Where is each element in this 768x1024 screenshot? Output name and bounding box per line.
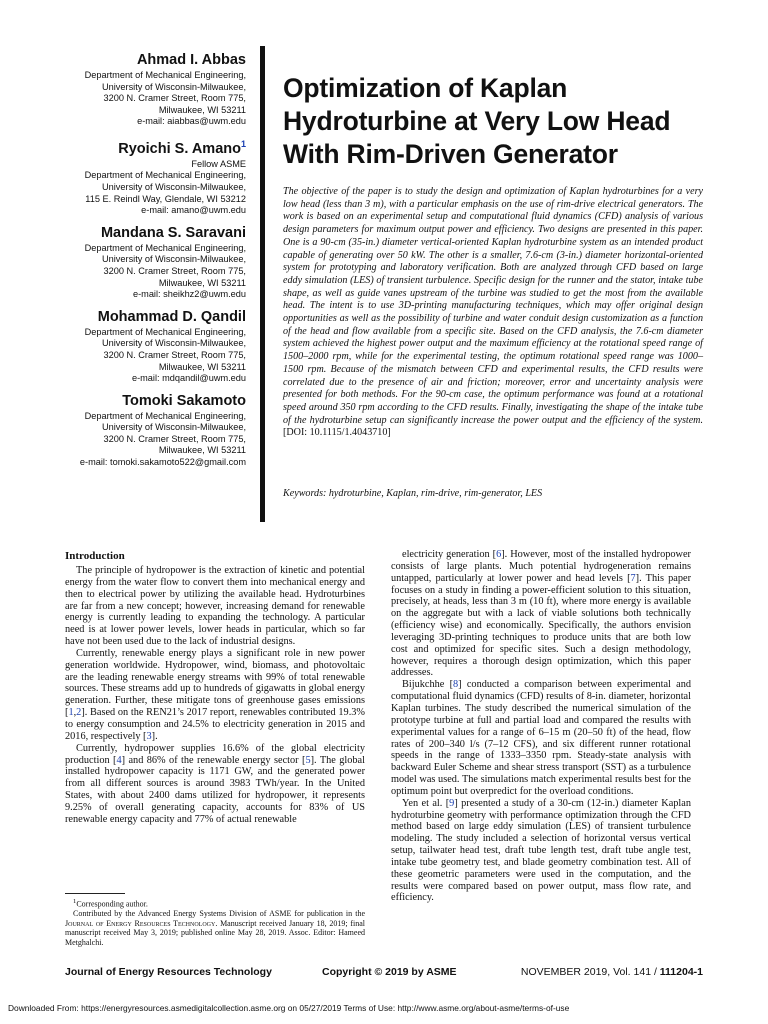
footnote-contribution [65,909,365,947]
footer-journal-name: Journal of Energy Resources Technology [65,966,272,978]
body-text: electricity generation [ [402,549,497,560]
footnote-journal-name: Journal of Energy Resources Technology [65,918,216,928]
footnote-corresponding [65,897,365,909]
title-line: Hydroturbine at Very Low Head [283,106,671,136]
author-name [60,136,246,158]
author-affiliation-line: Department of Mechanical Engineering, [84,326,246,337]
footnote [65,897,365,948]
citation-link[interactable]: 1 [68,707,74,719]
body-text: ]. Based on the REN21’s 2017 report, renewables contributed 19.3% to energy consumption and 24.5% to electricity generation in 2015 and 2016, respectively [ [65,707,365,742]
author-affiliation-line: Department of Mechanical Engineering, [84,410,246,421]
author-name [60,52,246,69]
citation-link[interactable]: 5 [305,754,311,766]
citation-link[interactable]: 4 [116,754,122,766]
body-paragraph [65,743,365,826]
body-text: Yen et al. [ [402,797,450,809]
author-affiliation-line: University of Wisconsin-Milwaukee, [102,181,246,192]
section-heading-introduction: Introduction [65,550,125,562]
abstract [283,186,703,440]
footer-page-number: 111204-1 [659,966,703,978]
body-paragraph [391,549,691,679]
footer-issue [521,966,703,979]
author-email[interactable]: e-mail: tomoki.sakamoto522@gmail.com [79,457,246,468]
author-name-text: Ryoichi S. Amano [118,140,241,157]
author-affiliation-line: Fellow ASME [191,158,246,169]
body-column-right [391,549,691,904]
citation-link[interactable]: 7 [630,572,636,584]
author-block [60,52,246,128]
author-name-text: Tomoki Sakamoto [122,392,246,409]
author-affiliation-line: Milwaukee, WI 53211 [158,277,246,288]
author-affiliation-line: 3200 N. Cramer Street, Room 775, [103,93,246,104]
citation-link[interactable]: 2 [76,707,82,719]
paper-title [283,72,703,171]
body-column-left [65,549,365,826]
author-affiliation-line: University of Wisconsin-Milwaukee, [102,422,246,433]
author-block [60,309,246,385]
author-block [60,393,246,469]
body-text: Currently, hydropower supplies 16.6% of the global electricity production [ [65,742,365,766]
body-paragraph [65,648,365,743]
download-notice: Downloaded From: https://energyresources.asmedigitalcollection.asme.org on 05/27/2019 Terms of Use: http://www.asme.org/about-asme/terms-of-use [8,1003,570,1013]
footer-issue-text: NOVEMBER 2019, Vol. 141 / [520,966,660,978]
author-email[interactable]: e-mail: sheikhz2@uwm.edu [133,289,246,300]
author-affiliation-line: University of Wisconsin-Milwaukee, [102,254,246,265]
keywords: Keywords: hydroturbine, Kaplan, rim-drive, rim-generator, LES [283,488,543,499]
footnote-marker: 1 [73,898,77,905]
author-affiliation-line: Department of Mechanical Engineering, [84,242,246,253]
author-name-text: Mohammad D. Qandil [97,308,246,325]
author-name [60,309,246,326]
author-name [60,225,246,242]
header-divider [260,46,265,522]
author-name [60,393,246,410]
author-name-text: Mandana S. Saravani [100,224,246,241]
author-affiliation-line: Department of Mechanical Engineering, [84,170,246,181]
citation-link[interactable]: 6 [496,549,502,560]
author-affiliation-line: Milwaukee, WI 53211 [158,445,246,456]
footnote-ref-marker[interactable]: 1 [240,138,246,149]
citation-link[interactable]: 9 [449,797,455,809]
author-email[interactable]: e-mail: amano@uwm.edu [141,205,246,216]
author-affiliation-line: University of Wisconsin-Milwaukee, [102,81,246,92]
author-email[interactable]: e-mail: mdqandil@uwm.edu [131,373,246,384]
author-affiliation-line: Milwaukee, WI 53211 [158,361,246,372]
body-text: ] conducted a comparison between experimental and computational fluid dynamics (CFD) results of 8-in. diameter, horizontal Kaplan turbines. The study described the numerical simulation of the prototype turbine at full and partial load and compared the results with experimental values for a range of 6–15 m (20–50 ft) of the head, flow rates of 200–340 l/s (7–12 CFS), and six different runner rotational speeds in the range of 1333–3350 rpm. Steady-state analysis with backward Euler Scheme and shear stress transport (SST) as a turbulence model was used. The simulations match experimental results best for the optimum point but overpredict for the overload conditions. [391,679,692,797]
body-text: Bijukchhe [ [402,679,454,691]
body-text: , [73,707,77,719]
doi-link[interactable]: [DOI: 10.1115/1.4043710] [283,427,391,439]
footer-copyright: Copyright © 2019 by ASME [322,966,457,978]
body-text: ]. This paper focuses on a study in finding a power-efficient solution to this situation, precisely, at heads, less than 3 m (10 ft), where more energy is available on the aggregate but with a lack of viable solutions both technically (efficiency wise) and economically. Specifically, the authors envision leveraging 3D-printing techniques to produce units that are both low cost and optimized for specific sites. Such a design methodology, however, requires a thorough design optimization, which this paper addresses. [391,572,692,679]
author-affiliation-line: 3200 N. Cramer Street, Room 775, [103,433,246,444]
body-text: ] presented a study of a 30-cm (12-in.) diameter Kaplan hydroturbine geometry with performance optimization through the CFD method based on large eddy simulation (LES) of transient turbulence modeling. The study included a selection of horizontal versus vertical setup, tailwater head test, draft tube length test, draft tube angle test, intake tube geometry test, and blade geometry combination test. All of these geometric parameters were used in the computation, and the results were compared based on power output, mass flow rate, and efficiency. [391,797,691,904]
body-text: ]. The global installed hydropower capacity is 1171 GW, and the generated power from all different sources is around 3983 TWh/year. In the United States, with about 2400 dams utilized for hydropower, it represents 9.25% of overall generating capacity, accounts for 83% of US renewable energy capacity and 77% of actual renewable [65,754,365,825]
footnote-corresponding-text: Corresponding author. [76,899,148,909]
author-affiliation-line: Department of Mechanical Engineering, [84,70,246,80]
author-affiliation-line: 115 E. Reindl Way, Glendale, WI 53212 [85,193,246,204]
body-text: ] and 86% of the renewable energy sector [ [121,754,306,766]
author-email[interactable]: e-mail: aiabbas@uwm.edu [137,116,246,127]
title-line: Optimization of Kaplan [283,73,568,103]
citation-link[interactable]: 3 [146,730,152,742]
abstract-text: The objective of the paper is to study the design and optimization of Kaplan hydroturbines for a very low head (less than 3 m), with a particular emphasis on the use of rim-drive electrical generators. The work is based on an experimental setup and computational fluid dynamics (CFD) analysis of various design parameters for maximum output power and efficiency. Two designs are presented in this paper. One is a 90-cm (35-in.) diameter vertical-oriented Kaplan hydroturbine system as an intended product capable of generating over 50 kW. The other is a smaller, 7.6-cm (3-in.) diameter horizontal-oriented system for prototyping and laboratory verification. Both are analyzed through CFD based on large eddy simulation (LES) of transient turbulence. Specific design for the runner and the stator, intake tube shape, as well as guide vanes upstream of the turbine was studied to get the most from the available head. The intent is to use 3D-printing manufacturing techniques, which may offer original design opportunities as well as the possibility of turbine and water conduit design customization as a function of the head and flow available from a specific site. Based on the CFD analysis, the 7.6-cm diameter system achieved the highest power output and the maximum efficiency at the rotational speed range of 1500–2000 rpm, while for the experimental testing, the optimum rotational speed range was 1000–1500 rpm. Because of the mismatch between CFD and experimental results, the CFD results were correlated due to the presence of air and friction; moreover, error and uncertainty analysis were presented for both methods. For the 90-cm case, the optimum performance was found at a rotational speed around 350 rpm according to the CFD results. Finally, investigating the shape of the intake tube of the hydroturbine setup can significantly increase the power output and the efficiency of the system. [283,186,703,426]
author-affiliation-line: University of Wisconsin-Milwaukee, [102,338,246,349]
body-paragraph [391,798,691,905]
author-affiliation-line: Milwaukee, WI 53211 [158,104,246,115]
body-text: ]. [151,730,158,742]
title-line: With Rim-Driven Generator [283,139,618,169]
author-affiliation-line: 3200 N. Cramer Street, Room 775, [103,265,246,276]
body-paragraph [65,565,365,648]
citation-link[interactable]: 8 [453,679,459,691]
author-list [60,52,246,477]
author-name-text: Ahmad I. Abbas [136,52,246,68]
body-text: Currently, renewable energy plays a significant role in new power generation worldwide. Hydropower, wind, biomass, and photovoltaic are the leading renewable energy streams with 99% of total renewable sources. These streams add up to hundreds of gigawatts in global energy generation. Further, these mitigate tons of greenhouse gases emissions [ [65,647,365,719]
footnote-rule [65,893,125,894]
footnote-contribution-b: . Manuscript received January 18, 2019; final manuscript received May 3, 2019; published online May 28, 2019. Assoc. Editor: Hameed Metghalchi. [65,918,366,948]
author-affiliation-line: 3200 N. Cramer Street, Room 775, [103,349,246,360]
body-text: The principle of hydropower is the extraction of kinetic and potential energy from the water flow to convert them into mechanical energy and then to electrical power by utilizing the available head. Hydroturbines are far from a new concept; however, increasing demand for renewable energy is currently leading to expanding the technology. A particular need is at lower power levels, lower heads in particular, which so far have not been used due to the lack of industrial designs. [65,565,365,648]
footnote-contribution-a: Contributed by the Advanced Energy Systems Division of ASME for publication in the [73,909,365,919]
body-text: ]. However, most of the installed hydropower consists of large plants. Much potential hydrogeneration remains untapped, particularly at lower power and head levels [ [391,549,691,584]
body-paragraph [391,679,691,797]
author-block [60,136,246,217]
author-block [60,225,246,301]
